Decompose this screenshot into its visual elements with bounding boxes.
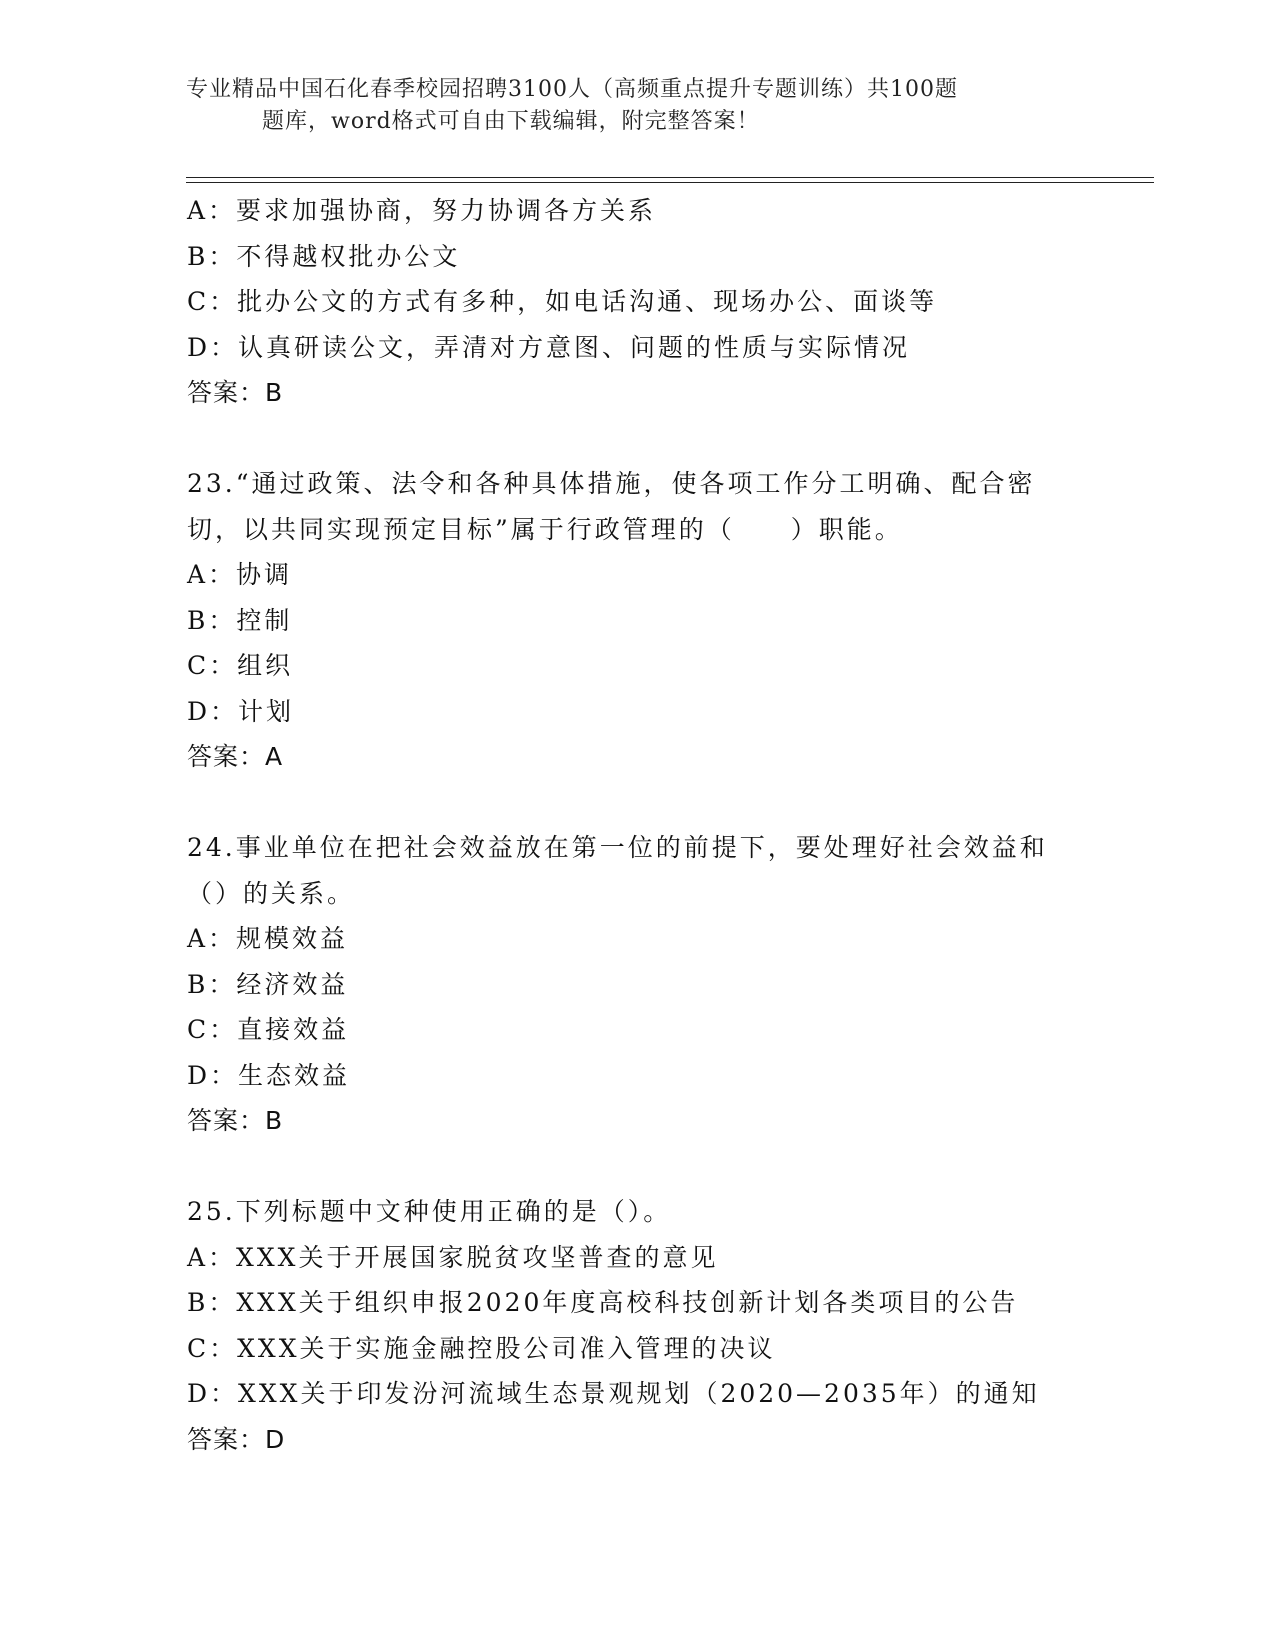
option-d: D：生态效益 xyxy=(187,1060,351,1090)
option-a: A：协调 xyxy=(187,560,293,589)
header-title-line2: 题库，word格式可自由下载编辑，附完整答案！ xyxy=(262,109,760,134)
question-stem-line: 25.下列标题中文种使用正确的是（）。 xyxy=(187,1197,672,1226)
question-list xyxy=(187,188,1147,1462)
spacer xyxy=(187,416,1147,462)
option-b: B：控制 xyxy=(187,605,293,635)
document-header xyxy=(186,74,1046,138)
question-block-22 xyxy=(187,188,1147,416)
spacer xyxy=(187,1144,1147,1190)
question-block-24 xyxy=(187,825,1147,1144)
question-block-23 xyxy=(187,461,1147,780)
answer-line: 答案：D xyxy=(187,1424,286,1454)
question-stem-line: 24.事业单位在把社会效益放在第一位的前提下，要处理好社会效益和 xyxy=(187,833,1048,862)
option-a: A：规模效益 xyxy=(187,924,349,953)
option-c: C：批办公文的方式有多种，如电话沟通、现场办公、面谈等 xyxy=(187,287,938,316)
option-c: C：组织 xyxy=(187,651,294,680)
option-a: A：XXX关于开展国家脱贫攻坚普查的意见 xyxy=(187,1242,719,1272)
answer-line: 答案：B xyxy=(187,1106,284,1135)
answer-line: 答案：B xyxy=(187,378,284,407)
header-divider-top xyxy=(186,177,1154,178)
option-c: C：XXX关于实施金融控股公司准入管理的决议 xyxy=(187,1333,776,1363)
option-b: B：XXX关于组织申报2020年度高校科技创新计划各类项目的公告 xyxy=(187,1288,1019,1317)
question-stem-line: （）的关系。 xyxy=(187,878,356,908)
spacer xyxy=(187,780,1147,826)
option-a: A：要求加强协商，努力协调各方关系 xyxy=(187,196,657,225)
answer-line: 答案：A xyxy=(187,742,284,771)
option-b: B：不得越权批办公文 xyxy=(187,241,461,271)
option-d: D：计划 xyxy=(187,696,295,726)
option-c: C：直接效益 xyxy=(187,1015,350,1044)
question-stem-line: 23.“通过政策、法令和各种具体措施，使各项工作分工明确、配合密 xyxy=(187,469,1036,498)
question-block-25 xyxy=(187,1189,1147,1462)
question-stem-line: 切，以共同实现预定目标”属于行政管理的（ ）职能。 xyxy=(187,514,903,544)
option-d: D：XXX关于印发汾河流域生态景观规划（2020—2035年）的通知 xyxy=(187,1379,1040,1408)
option-b: B：经济效益 xyxy=(187,969,349,999)
option-d: D：认真研读公文，弄清对方意图、问题的性质与实际情况 xyxy=(187,332,911,362)
header-title-line1: 专业精品中国石化春季校园招聘3100人（高频重点提升专题训练）共100题 xyxy=(186,77,958,102)
header-divider-bottom xyxy=(186,182,1154,183)
